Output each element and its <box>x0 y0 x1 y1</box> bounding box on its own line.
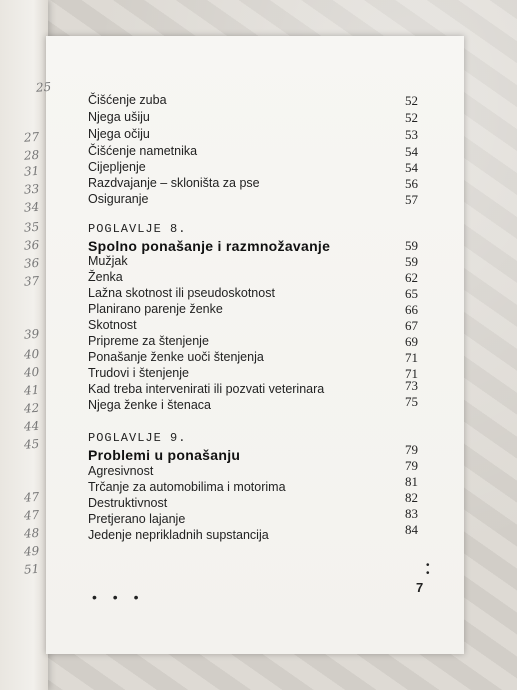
toc-page-number: 75 <box>405 394 418 409</box>
toc-entry: Njega ušiju <box>88 110 150 124</box>
pencil-number: 44 <box>23 418 40 434</box>
toc-entry: Agresivnost <box>88 464 154 478</box>
toc-page-number: 81 <box>405 474 418 489</box>
toc-page-number: 59 <box>405 254 418 269</box>
toc-page-number: 71 <box>405 350 418 365</box>
chapter-title: Spolno ponašanje i razmnožavanje <box>88 238 331 254</box>
toc-entry: Ženka <box>88 270 123 284</box>
folio-dots-icon: • • <box>426 560 430 579</box>
toc-page-number: 54 <box>405 144 418 159</box>
pencil-number: 40 <box>23 364 40 380</box>
toc-entry: Lažna skotnost ili pseudoskotnost <box>88 286 275 300</box>
pencil-number: 49 <box>23 543 40 559</box>
pencil-number: 28 <box>23 147 40 163</box>
page-folio: 7 <box>416 580 424 595</box>
chapter-title: Problemi u ponašanju <box>88 447 241 463</box>
toc-entry: Destruktivnost <box>88 496 168 510</box>
toc-entry: Planirano parenje ženke <box>88 302 223 316</box>
chapter-label: POGLAVLJE 9. <box>88 431 187 445</box>
pencil-number: 41 <box>23 382 40 398</box>
toc-page-number: 71 <box>405 366 418 381</box>
pencil-number: 36 <box>23 237 40 253</box>
pencil-number: 39 <box>23 326 40 342</box>
pencil-number: 36 <box>23 255 40 271</box>
toc-page-number: 52 <box>405 93 418 108</box>
toc-page-number: 83 <box>405 506 418 521</box>
pencil-number: 27 <box>23 129 40 145</box>
toc-page-number: 54 <box>405 160 418 175</box>
toc-page-number: 79 <box>405 442 418 457</box>
toc-page-number: 66 <box>405 302 418 317</box>
pencil-number: 33 <box>23 181 40 197</box>
toc-page-number: 79 <box>405 458 418 473</box>
toc-page-number: 82 <box>405 490 418 505</box>
pencil-number: 42 <box>23 400 40 416</box>
toc-page-number: 53 <box>405 127 418 142</box>
toc-entry: Kad treba intervenirati ili pozvati veterinara <box>88 382 325 396</box>
toc-page-number: 59 <box>405 238 418 253</box>
toc-page-number: 73 <box>405 378 418 393</box>
toc-entry: Pretjerano lajanje <box>88 512 186 526</box>
toc-page-number: 84 <box>405 522 418 537</box>
pencil-number: 47 <box>23 507 40 523</box>
toc-entry: Njega ženke i štenaca <box>88 398 211 412</box>
toc-entry: Skotnost <box>88 318 137 332</box>
footer-dots: • • • <box>92 589 145 605</box>
left-page-edge <box>0 0 48 690</box>
toc-entry: Osiguranje <box>88 192 149 206</box>
pencil-number: 48 <box>23 525 40 541</box>
toc-entry: Pripreme za štenjenje <box>88 334 209 348</box>
toc-entry: Čišćenje nametnika <box>88 144 198 158</box>
toc-entry: Jedenje neprikladnih supstancija <box>88 528 269 542</box>
pencil-number: 47 <box>23 489 40 505</box>
toc-entry: Razdvajanje – skloništa za pse <box>88 176 260 190</box>
pencil-number: 35 <box>23 219 40 235</box>
pencil-number: 51 <box>23 561 40 577</box>
toc-page-number: 56 <box>405 176 418 191</box>
pencil-number: 40 <box>23 346 40 362</box>
toc-page-number: 67 <box>405 318 418 333</box>
chapter-label: POGLAVLJE 8. <box>88 222 187 236</box>
toc-page-number: 52 <box>405 110 418 125</box>
pencil-number: 37 <box>23 273 40 289</box>
toc-entry: Ponašanje ženke uoči štenjenja <box>88 350 264 364</box>
pencil-number: 31 <box>23 163 40 179</box>
toc-entry: Cijepljenje <box>88 160 146 174</box>
pencil-number: 45 <box>23 436 40 452</box>
pencil-number: 25 <box>35 79 52 95</box>
pencil-number: 34 <box>23 199 40 215</box>
toc-entry: Mužjak <box>88 254 128 268</box>
toc-page-number: 62 <box>405 270 418 285</box>
toc-entry: Njega očiju <box>88 127 150 141</box>
toc-entry: Čišćenje zuba <box>88 93 167 107</box>
toc-entry: Trudovi i štenjenje <box>88 366 189 380</box>
toc-page-number: 57 <box>405 192 418 207</box>
toc-page-number: 69 <box>405 334 418 349</box>
toc-entry: Trčanje za automobilima i motorima <box>88 480 286 494</box>
toc-page-number: 65 <box>405 286 418 301</box>
